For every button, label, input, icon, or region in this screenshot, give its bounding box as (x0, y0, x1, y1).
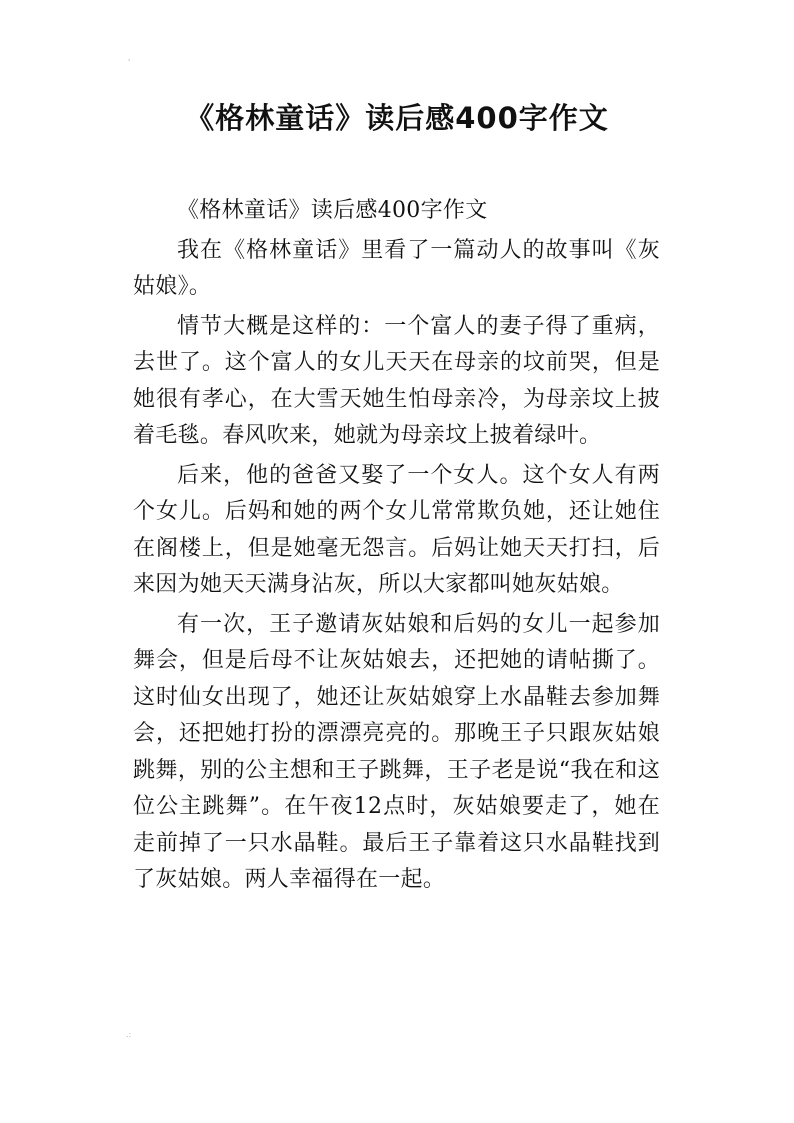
corner-mark-top: ' (128, 58, 131, 67)
paragraph: 有一次，王子邀请灰姑娘和后妈的女儿一起参加舞会，但是后母不让灰姑娘去，还把她的请帖撕了。这时仙女出现了，她还让灰姑娘穿上水晶鞋去参加舞会，还把她打扮的漂漂亮亮的。那晚王子只跟灰姑娘跳舞，别的公主想和王子跳舞，王子老是说“我在和这位公主跳舞”。在午夜12点时，灰姑娘要走了，她在走前掉了一只水晶鞋。最后王子靠着这只水晶鞋找到了灰姑娘。两人幸福得在一起。 (133, 611, 660, 892)
paragraph: 我在《格林童话》里看了一篇动人的故事叫《灰姑娘》。 (133, 237, 660, 299)
paragraph: 后来，他的爸爸又娶了一个女人。这个女人有两个女儿。后妈和她的两个女儿常常欺负她，还让她住在阁楼上，但是她毫无怨言。后妈让她天天打扫，后来因为她天天满身沾灰，所以大家都叫她灰姑娘。 (133, 462, 660, 597)
page-title: 《格林童话》读后感400字作文 (185, 101, 609, 135)
paragraph-subtitle: 《格林童话》读后感400字作文 (177, 198, 488, 223)
corner-mark-bottom: .: (126, 1030, 132, 1039)
article-body (133, 193, 660, 902)
paragraph: 情节大概是这样的：一个富人的妻子得了重病，去世了。这个富人的女儿天天在母亲的坟前哭，但是她很有孝心，在大雪天她生怕母亲冷，为母亲坟上披着毛毯。春风吹来，她就为母亲坟上披着绿叶。 (133, 313, 660, 448)
